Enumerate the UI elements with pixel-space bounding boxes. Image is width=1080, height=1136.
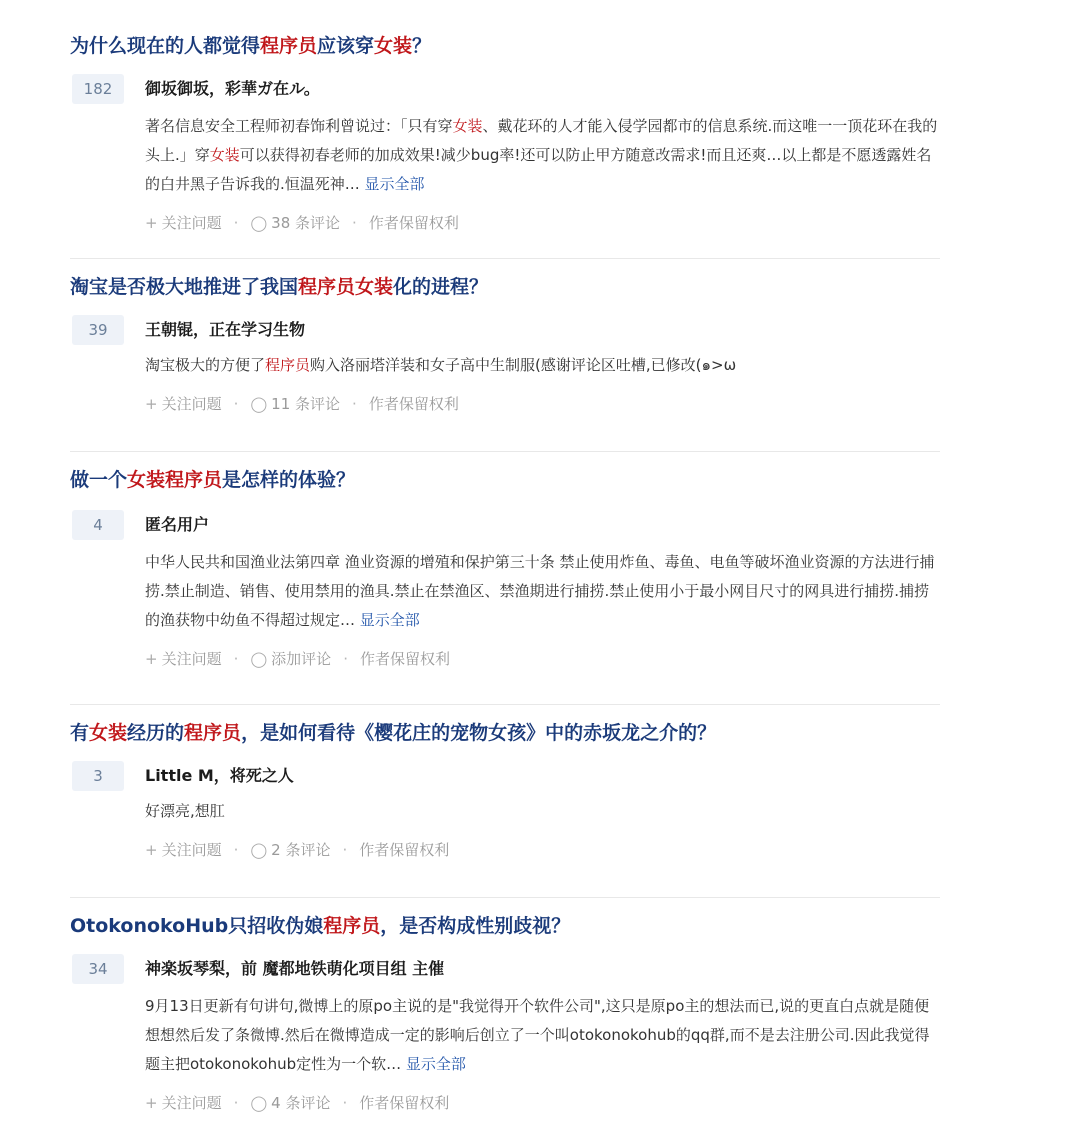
separator-dot: · — [342, 841, 348, 859]
plus-icon: + — [145, 214, 158, 232]
comments-button[interactable]: ◯ 2 条评论 — [250, 838, 330, 862]
separator-dot: · — [233, 214, 239, 232]
comment-bubble-icon: ◯ — [250, 1094, 268, 1112]
vote-count-button[interactable]: 3 — [72, 761, 124, 791]
answer-excerpt: 中华人民共和国渔业法第四章 渔业资源的增殖和保护第三十条 禁止使用炸鱼、毒鱼、电鱼等破坏渔业资源的方法进行捕捞.禁止制造、销售、使用禁用的渔具.禁止在禁渔区、禁渔期进行捕捞.禁止使用小于最小网目尺寸的网具进行捕捞.捕捞的渔获物中幼鱼不得超过规定… 显示全部 — [145, 553, 935, 629]
answer-meta — [145, 1091, 940, 1115]
answer-feed — [70, 28, 940, 1136]
answer-excerpt: 淘宝极大的方便了程序员购入洛丽塔洋装和女子高中生制服(感谢评论区吐槽,已修改(๑>ω — [145, 356, 737, 374]
author-name[interactable]: Little M，将死之人 — [145, 766, 294, 785]
copyright-label: 作者保留权利 — [359, 841, 450, 859]
feed-item — [70, 912, 940, 1136]
add-comment-button[interactable]: ◯ 添加评论 — [250, 647, 331, 671]
feed-item — [70, 719, 940, 898]
separator-dot: · — [352, 214, 357, 232]
answer-excerpt: 著名信息安全工程师初春饰利曾说过：「只有穿女装、戴花环的人才能入侵学园都市的信息系统.而这唯一一顶花环在我的头上.」穿女装可以获得初春老师的加成效果!减少bug率!还可以防止甲方随意改需求!而且还爽…以上都是不愿透露姓名的白井黑子告诉我的.恒温死神… 显示全部 — [145, 117, 938, 193]
copyright-label: 作者保留权利 — [359, 1094, 450, 1112]
separator-dot: · — [233, 841, 239, 859]
show-all-link[interactable]: 显示全部 — [359, 175, 425, 193]
question-title[interactable]: 淘宝是否极大地推进了我国程序员女装化的进程？ — [70, 276, 489, 298]
separator-dot: · — [233, 395, 239, 413]
feed-item — [70, 273, 940, 452]
follow-question-button[interactable]: + 关注问题 — [145, 1091, 222, 1115]
question-title[interactable]: 做一个女装程序员是怎样的体验？ — [70, 469, 356, 491]
answer-meta — [145, 211, 940, 235]
separator-dot: · — [233, 650, 239, 668]
copyright-label: 作者保留权利 — [368, 214, 459, 232]
comments-button[interactable]: ◯ 38 条评论 — [250, 211, 340, 235]
separator-dot: · — [352, 395, 357, 413]
show-all-link[interactable]: 显示全部 — [355, 611, 420, 629]
vote-count-button[interactable]: 4 — [72, 510, 124, 540]
question-title[interactable]: 有女装经历的程序员，是如何看待《樱花庄的宠物女孩》中的赤坂龙之介的？ — [70, 722, 717, 744]
feed-item — [70, 466, 940, 705]
separator-dot: · — [342, 1094, 348, 1112]
show-all-link[interactable]: 显示全部 — [401, 1055, 466, 1073]
copyright-label: 作者保留权利 — [368, 395, 459, 413]
comment-bubble-icon: ◯ — [250, 650, 268, 668]
answer-meta — [145, 647, 940, 671]
plus-icon: + — [145, 395, 158, 413]
answer-meta — [145, 838, 940, 862]
follow-question-button[interactable]: + 关注问题 — [145, 838, 222, 862]
follow-question-button[interactable]: + 关注问题 — [145, 392, 222, 416]
separator-dot: · — [233, 1094, 239, 1112]
author-name[interactable]: 神楽坂琴梨，前 魔都地铁萌化项目组 主催 — [145, 959, 445, 978]
comments-button[interactable]: ◯ 4 条评论 — [250, 1091, 330, 1115]
comment-bubble-icon: ◯ — [250, 395, 268, 413]
plus-icon: + — [145, 650, 158, 668]
follow-question-button[interactable]: + 关注问题 — [145, 211, 222, 235]
vote-count-button[interactable]: 182 — [72, 74, 124, 104]
question-title[interactable]: OtokonokoHub只招收伪娘程序员，是否构成性别歧视？ — [70, 915, 571, 937]
plus-icon: + — [145, 1094, 158, 1112]
comment-bubble-icon: ◯ — [250, 841, 268, 859]
plus-icon: + — [145, 841, 158, 859]
author-name[interactable]: 御坂御坂，彩華ガ在ル。 — [145, 79, 320, 98]
author-name[interactable]: 王朝锟，正在学习生物 — [145, 320, 306, 339]
answer-excerpt: 9月13日更新有句讲句,微博上的原po主说的是"我觉得开个软件公司",这只是原po主的想法而已,说的更直白点就是随便想想然后发了条微博.然后在微博造成一定的影响后创立了一个叫otokonokohub的qq群,而不是去注册公司.因此我觉得题主把otokonokohub定性为一个软… 显示全部 — [145, 997, 930, 1073]
vote-count-button[interactable]: 39 — [72, 315, 124, 345]
separator-dot: · — [343, 650, 348, 668]
answer-meta — [145, 392, 940, 416]
comment-bubble-icon: ◯ — [250, 214, 268, 232]
answer-excerpt: 好漂亮,想肛 — [145, 802, 225, 820]
copyright-label: 作者保留权利 — [359, 650, 450, 668]
author-name[interactable]: 匿名用户 — [145, 515, 210, 534]
comments-button[interactable]: ◯ 11 条评论 — [250, 392, 340, 416]
follow-question-button[interactable]: + 关注问题 — [145, 647, 222, 671]
vote-count-button[interactable]: 34 — [72, 954, 124, 984]
question-title[interactable]: 为什么现在的人都觉得程序员应该穿女装？ — [70, 35, 432, 57]
feed-item — [70, 32, 940, 259]
